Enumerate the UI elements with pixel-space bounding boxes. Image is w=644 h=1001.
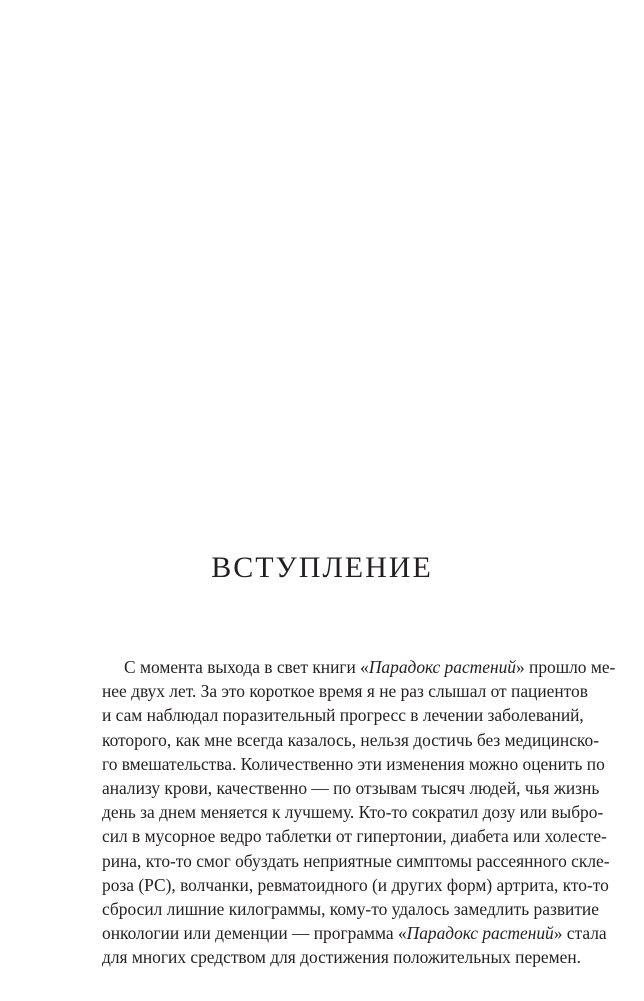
text-line: сил в мусорное ведро таблетки от гипертонии, диабета или холесте- [102, 826, 607, 847]
book-title-italic: Парадокс растений [368, 657, 516, 677]
text-line: онкологии или деменции — программа «Парадокс растений» стала [102, 923, 607, 944]
text-line: рина, кто-то смог обуздать неприятные симптомы рассеянного скле- [102, 850, 610, 871]
text-line: го вмешательства. Количественно эти изменения можно оценить по [102, 753, 605, 774]
book-title-italic: Парадокс растений [406, 923, 554, 944]
intro-paragraph [102, 655, 616, 969]
text-line: анализу крови, качественно — по отзывам тысяч людей, чья жизнь [102, 777, 600, 798]
text-line: роза (РС), волчанки, ревматоидного (и других форм) артрита, кто-то [102, 874, 609, 895]
text-line: день за днем меняется к лучшему. Кто-то сократил дозу или выбро- [102, 802, 604, 823]
text-line: С момента выхода в свет книги «Парадокс растений» прошло ме- [124, 657, 616, 677]
text-line: для многих средством для достижения положительных перемен. [102, 947, 581, 968]
chapter-title: ВСТУПЛЕНИЕ [211, 551, 433, 584]
text-line: и сам наблюдал поразительный прогресс в лечении заболеваний, [102, 705, 584, 726]
text-line: которого, как мне всегда казалось, нельзя достичь без медицинско- [102, 729, 599, 750]
text-line: нее двух лет. За это короткое время я не раз слышал от пациентов [102, 681, 588, 702]
text-line: сбросил лишние килограммы, кому-то удалось замедлить развитие [102, 898, 599, 919]
